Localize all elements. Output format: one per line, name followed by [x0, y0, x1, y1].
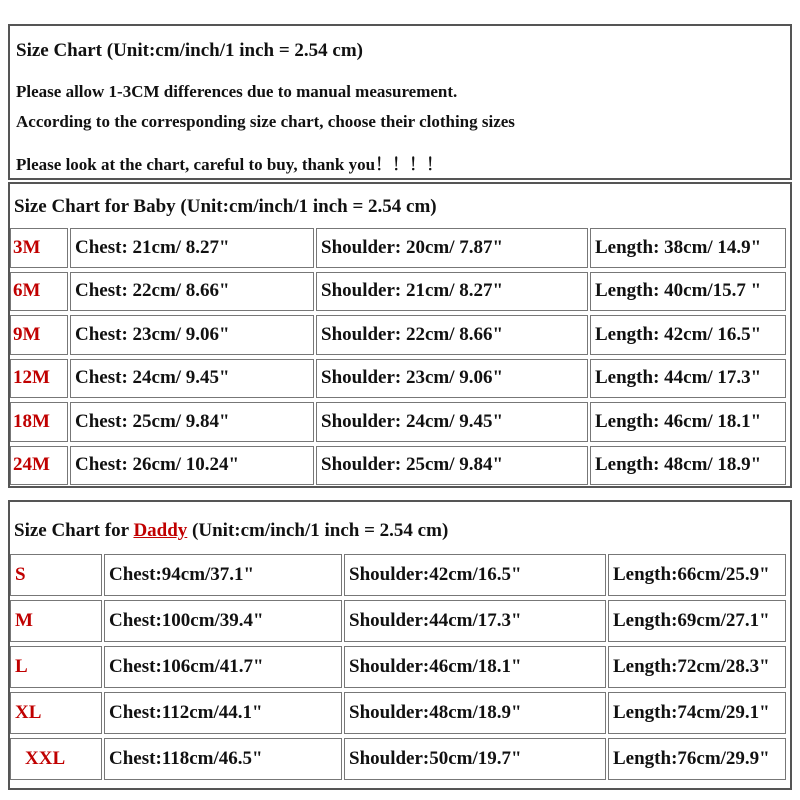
baby-length-cell: Length: 44cm/ 17.3" — [590, 359, 786, 399]
baby-size-label: 12M — [10, 359, 68, 399]
daddy-size-label: XL — [10, 692, 102, 734]
daddy-shoulder-cell: Shoulder:48cm/18.9" — [344, 692, 606, 734]
daddy-size-label: M — [10, 600, 102, 642]
daddy-length-cell: Length:66cm/25.9" — [608, 554, 786, 596]
baby-chest-cell: Chest: 21cm/ 8.27" — [70, 228, 314, 268]
daddy-chest-cell: Chest:94cm/37.1" — [104, 554, 342, 596]
notice-title: Size Chart (Unit:cm/inch/1 inch = 2.54 cm) — [16, 40, 363, 61]
daddy-chest-cell: Chest:100cm/39.4" — [104, 600, 342, 642]
daddy-length-cell: Length:69cm/27.1" — [608, 600, 786, 642]
baby-size-table — [8, 182, 792, 488]
baby-length-cell: Length: 48cm/ 18.9" — [590, 446, 786, 486]
daddy-size-table — [8, 500, 792, 790]
daddy-title-suffix: (Unit:cm/inch/1 inch = 2.54 cm) — [187, 520, 449, 541]
daddy-size-label: XXL — [10, 738, 102, 780]
daddy-chest-cell: Chest:112cm/44.1" — [104, 692, 342, 734]
baby-size-label: 9M — [10, 315, 68, 355]
baby-size-label: 18M — [10, 402, 68, 442]
baby-chest-cell: Chest: 25cm/ 9.84" — [70, 402, 314, 442]
baby-table-title: Size Chart for Baby (Unit:cm/inch/1 inch = 2.54 cm) — [14, 196, 437, 217]
baby-size-label: 6M — [10, 272, 68, 312]
daddy-shoulder-cell: Shoulder:42cm/16.5" — [344, 554, 606, 596]
baby-chest-cell: Chest: 23cm/ 9.06" — [70, 315, 314, 355]
notice-line-1: Please allow 1-3CM differences due to manual measurement. — [16, 82, 458, 101]
baby-shoulder-cell: Shoulder: 21cm/ 8.27" — [316, 272, 588, 312]
daddy-length-cell: Length:74cm/29.1" — [608, 692, 786, 734]
daddy-table-title — [14, 520, 448, 542]
daddy-title-prefix: Size Chart for — [14, 520, 134, 541]
baby-shoulder-cell: Shoulder: 25cm/ 9.84" — [316, 446, 588, 486]
baby-size-label: 3M — [10, 228, 68, 268]
baby-length-cell: Length: 40cm/15.7 " — [590, 272, 786, 312]
baby-length-cell: Length: 42cm/ 16.5" — [590, 315, 786, 355]
daddy-shoulder-cell: Shoulder:44cm/17.3" — [344, 600, 606, 642]
daddy-shoulder-cell: Shoulder:46cm/18.1" — [344, 646, 606, 688]
daddy-length-cell: Length:76cm/29.9" — [608, 738, 786, 780]
notice-line-2: According to the corresponding size chart, choose their clothing sizes — [16, 112, 515, 131]
notice-line-3: Please look at the chart, careful to buy, thank you！！！！ — [16, 155, 444, 174]
daddy-title-highlight: Daddy — [133, 520, 188, 541]
baby-chest-cell: Chest: 24cm/ 9.45" — [70, 359, 314, 399]
baby-shoulder-cell: Shoulder: 24cm/ 9.45" — [316, 402, 588, 442]
daddy-size-label: S — [10, 554, 102, 596]
daddy-shoulder-cell: Shoulder:50cm/19.7" — [344, 738, 606, 780]
daddy-length-cell: Length:72cm/28.3" — [608, 646, 786, 688]
baby-length-cell: Length: 46cm/ 18.1" — [590, 402, 786, 442]
baby-shoulder-cell: Shoulder: 23cm/ 9.06" — [316, 359, 588, 399]
baby-shoulder-cell: Shoulder: 20cm/ 7.87" — [316, 228, 588, 268]
daddy-chest-cell: Chest:118cm/46.5" — [104, 738, 342, 780]
daddy-size-label: L — [10, 646, 102, 688]
baby-size-label: 24M — [10, 446, 68, 486]
baby-chest-cell: Chest: 22cm/ 8.66" — [70, 272, 314, 312]
baby-chest-cell: Chest: 26cm/ 10.24" — [70, 446, 314, 486]
notice-box — [8, 24, 792, 180]
daddy-chest-cell: Chest:106cm/41.7" — [104, 646, 342, 688]
baby-length-cell: Length: 38cm/ 14.9" — [590, 228, 786, 268]
baby-shoulder-cell: Shoulder: 22cm/ 8.66" — [316, 315, 588, 355]
